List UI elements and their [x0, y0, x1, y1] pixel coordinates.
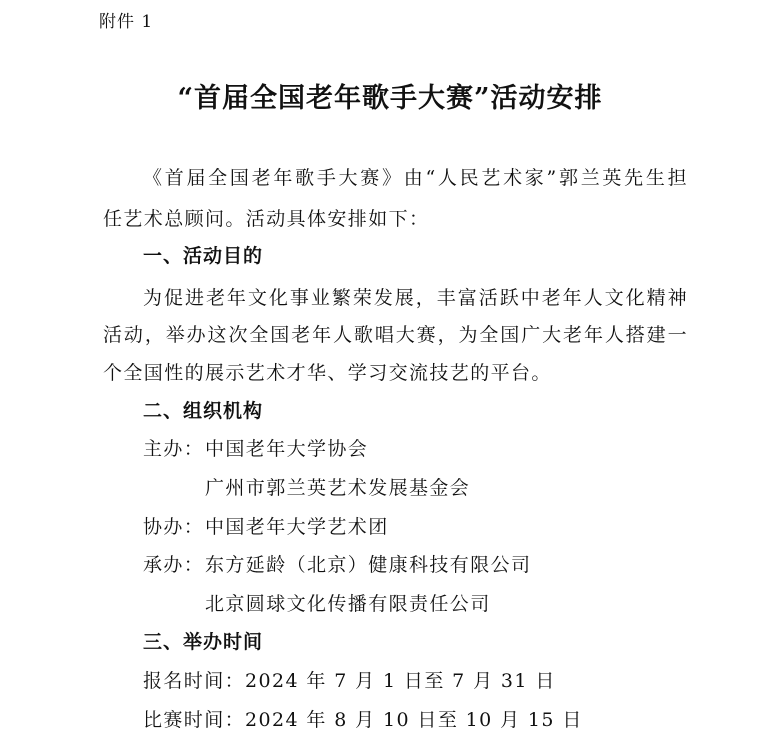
- host-name-2: 广州市郭兰英艺术发展基金会: [205, 477, 471, 499]
- purpose-line-2: 活动，举办这次全国老年人歌唱大赛，为全国广大老年人搭建一: [103, 324, 688, 346]
- co-organizer-name: 中国老年大学艺术团: [205, 516, 389, 538]
- intro-line-1: 《首届全国老年歌手大赛》由“人民艺术家”郭兰英先生担: [143, 167, 688, 189]
- purpose-line-3: 个全国性的展示艺术才华、学习交流技艺的平台。: [103, 362, 552, 384]
- organizer-name-2: 北京圆球文化传播有限责任公司: [205, 593, 491, 615]
- section-heading-purpose: 一、活动目的: [143, 245, 264, 267]
- intro-line-2: 任艺术总顾问。活动具体安排如下：: [103, 208, 430, 230]
- co-organizer-label: 协办：: [143, 516, 205, 538]
- purpose-line-1: 为促进老年文化事业繁荣发展，丰富活跃中老年人文化精神: [143, 287, 688, 309]
- organizer-name-1: 东方延龄（北京）健康科技有限公司: [205, 554, 532, 576]
- section-heading-schedule: 三、举办时间: [143, 631, 264, 653]
- host-name-1: 中国老年大学协会: [205, 438, 369, 460]
- document-title: “首届全国老年歌手大赛”活动安排: [177, 83, 603, 114]
- host-label: 主办：: [143, 438, 205, 460]
- organizer-label: 承办：: [143, 554, 205, 576]
- attachment-label: 附件 1: [99, 12, 154, 32]
- registration-time: 报名时间：2024 年 7 月 1 日至 7 月 31 日: [143, 670, 556, 692]
- section-heading-organization: 二、组织机构: [143, 400, 264, 422]
- competition-time: 比赛时间：2024 年 8 月 10 日至 10 月 15 日: [143, 709, 583, 731]
